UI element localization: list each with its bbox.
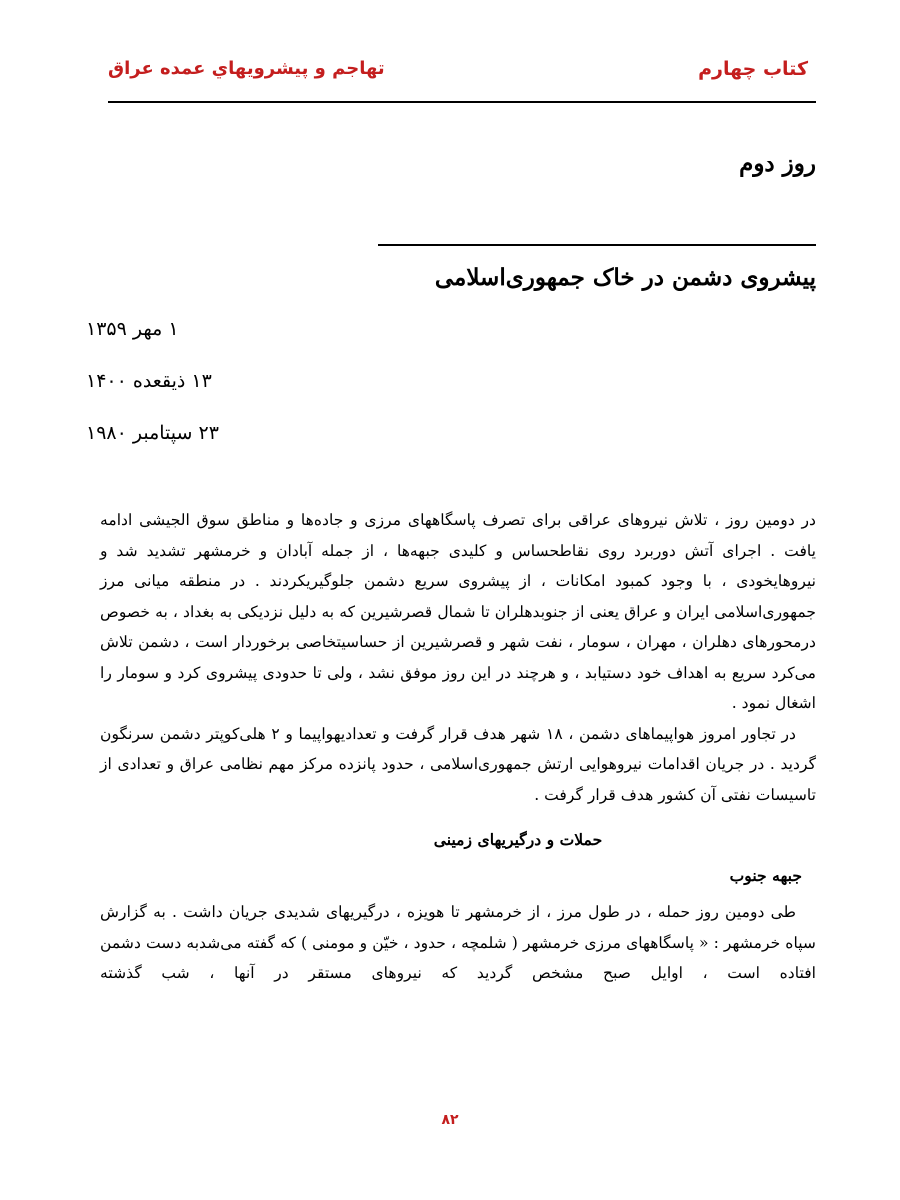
subheading: [100, 830, 816, 849]
paragraph: طی دومین روز حمله ، در طول مرز ، از خرمشهر تا هویزه ، درگیریهای شدیدی جریان داشت . به گزارش سپاه خرمشهر : « پاسگاههای مرزی خرمشهر ( شلمچه ، حدود ، خیّن و مومنی ) که گفته می‌شدبه دست دشمن افتاده است ، اوایل صبح مشخص گردید که نیروهای مستقر در آنها ، شب گذشته: [100, 903, 816, 982]
running-header-book: کتاب چهارم: [698, 58, 808, 80]
date-gregorian: ۲۳ سپتامبر ۱۹۸۰: [86, 422, 219, 444]
header-divider: [108, 101, 816, 103]
body-text-2: [100, 897, 816, 989]
subheading-text: حملات و درگیریهای زمینی: [433, 830, 603, 849]
front-heading: جبهه جنوب: [729, 866, 802, 885]
title-divider: [378, 244, 816, 246]
running-header-chapter: تهاجم و پیشرویهاي عمده عراق: [108, 58, 385, 79]
page-title: پیشروی دشمن در خاک جمهوری‌اسلامی: [434, 264, 816, 291]
paragraph: در دومین روز ، تلاش نیروهای عراقی برای تصرف پاسگاههای مرزی و جاده‌ها و مناطق سوق الجیشی ادامه یافت . اجرای آتش دوربرد روی نقاطحساس و کلیدی جبهه‌ها ، از جمله آبادان و خرمشهر تشدید شد و نیروهایخودی ، با وجود کمبود امکانات ، از پیشروی سریع دشمن جلوگیریکردند . در منطقه میانی مرز جمهوری‌اسلامی ایران و عراق یعنی از جنوبدهلران تا شمال قصرشیرین که به دلیل نزدیکی به بغداد ، به خصوص درمحورهای دهلران ، مهران ، سومار ، نفت شهر و قصرشیرین از حساسیتخاصی برخوردار است ، دشمن تلاش می‌کرد سریع به اهداف خود دستیابد ، و هرچند در این روز موفق نشد ، ولی تا حدودی پیشروی کرد و سومار را اشغال نمود .: [100, 511, 816, 712]
page-number: ۸۲: [441, 1112, 459, 1128]
date-solar: ۱ مهر ۱۳۵۹: [86, 318, 179, 340]
body-text: [100, 505, 816, 810]
paragraph: در تجاور امروز هواپیماهای دشمن ، ۱۸ شهر هدف قرار گرفت و تعدادیهواپیما و ۲ هلی‌کوپتر دشمن سرنگون گردید . در جریان اقدامات نیروهوایی ارتش جمهوری‌اسلامی ، حدود پانزده مرکز مهم نظامی عراق و تعدادی از تاسیسات نفتی آن کشور هدف قرار گرفت .: [100, 724, 816, 804]
date-lunar: ۱۳ ذیقعده ۱۴۰۰: [86, 370, 212, 392]
section-label: روز دوم: [739, 150, 816, 177]
